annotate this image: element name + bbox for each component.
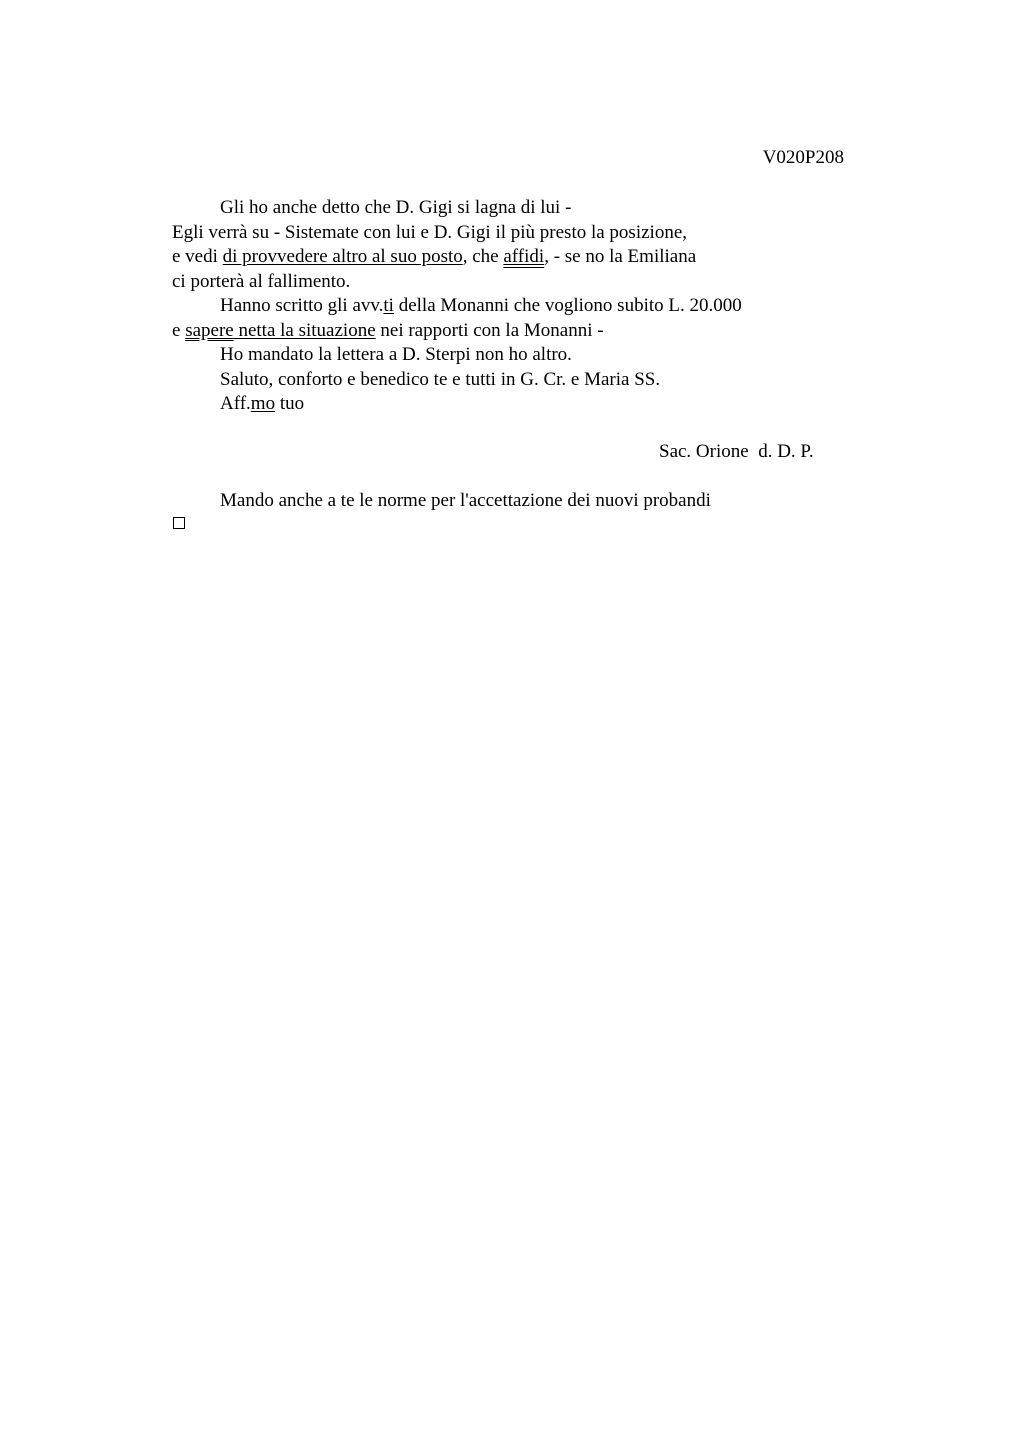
letter-line-5 xyxy=(172,294,872,319)
line-5-text-a: Hanno scritto gli avv. xyxy=(220,295,384,316)
letter-line-6 xyxy=(172,319,872,344)
letter-line-3 xyxy=(172,245,872,270)
letter-line-4: ci porterà al fallimento. xyxy=(172,270,351,292)
underlined-abbrev-ti: ti xyxy=(383,295,394,316)
line-3-text-c: , - se no la Emiliana xyxy=(544,246,697,267)
letter-line-8: Saluto, conforto e benedico te e tutti in G. Cr. e Maria SS. xyxy=(220,368,661,390)
letter-line-7: Ho mandato la lettera a D. Sterpi non ho altro. xyxy=(220,344,572,365)
line-3-text-b: , che xyxy=(462,246,504,267)
letter-line-1: Gli ho anche detto che D. Gigi si lagna di lui - xyxy=(220,197,572,218)
empty-box-icon xyxy=(173,517,185,529)
letter-line-2: Egli verrà su - Sistemate con lui e D. Gigi il più presto la posizione, xyxy=(172,221,688,243)
line-5-text-b: della Monanni che vogliono subito L. 20.000 xyxy=(393,295,742,316)
line-3-text-a: e vedi xyxy=(172,246,223,267)
page-reference: V020P208 xyxy=(762,147,844,168)
underlined-phrase-situazione: netta la situazione xyxy=(233,319,376,341)
letter-body xyxy=(172,196,872,417)
line-6-text-b: nei rapporti con la Monanni - xyxy=(375,319,604,341)
line-9-text-b: tuo xyxy=(275,393,305,414)
underlined-phrase-provvedere: di provvedere altro al suo posto xyxy=(222,246,463,267)
underlined-word-affidi: affidi xyxy=(503,246,545,267)
signature: Sac. Orione d. D. P. xyxy=(659,441,814,462)
postscript: Mando anche a te le norme per l'accettazione dei nuovi probandi xyxy=(220,490,711,511)
underlined-abbrev-mo: mo xyxy=(250,393,276,414)
line-9-text-a: Aff. xyxy=(220,393,251,414)
line-6-text-a: e xyxy=(172,319,186,341)
letter-line-9 xyxy=(172,392,872,417)
underlined-word-sapere: sapere xyxy=(185,319,234,341)
